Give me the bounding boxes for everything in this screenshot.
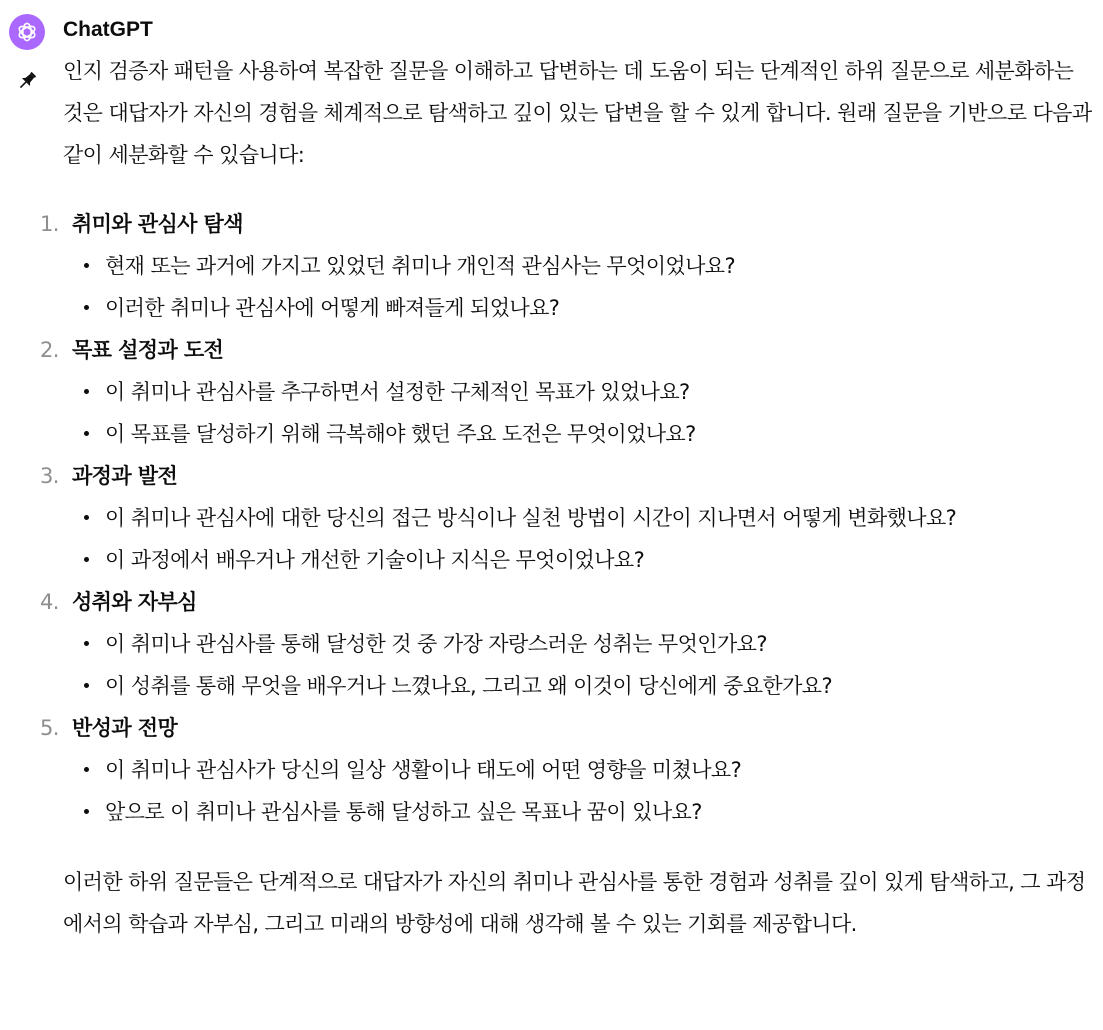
list-item <box>40 455 1095 581</box>
question-list <box>63 245 1095 329</box>
section-heading <box>40 455 1095 497</box>
section-number: 1. <box>40 212 59 236</box>
bullet-icon <box>84 389 89 394</box>
list-item <box>63 791 1095 833</box>
section-title: 취미와 관심사 탐색 <box>72 212 243 236</box>
question-text: 이 취미나 관심사를 추구하면서 설정한 구체적인 목표가 있었나요? <box>105 380 690 404</box>
question-text: 이 성취를 통해 무엇을 배우거나 느꼈나요, 그리고 왜 이것이 당신에게 중요한가요? <box>105 674 833 698</box>
section-title: 성취와 자부심 <box>72 590 197 614</box>
section-number: 2. <box>40 338 59 362</box>
list-item <box>63 665 1095 707</box>
section-heading <box>40 581 1095 623</box>
message-intro: 인지 검증자 패턴을 사용하여 복잡한 질문을 이해하고 답변하는 데 도움이 되는 단계적인 하위 질문으로 세분화하는 것은 대답자가 자신의 경험을 체계적으로 탐색하고 깊이 있는 답변을 할 수 있게 합니다. 원래 질문을 기반으로 다음과 같이 세분화할 수 있습니다: <box>63 59 1092 167</box>
list-item <box>40 581 1095 707</box>
list-item <box>63 497 1095 539</box>
list-item <box>63 539 1095 581</box>
assistant-message <box>40 50 1095 945</box>
section-heading <box>40 329 1095 371</box>
question-list <box>63 623 1095 707</box>
chatgpt-avatar <box>9 14 45 50</box>
section-heading <box>40 203 1095 245</box>
question-text: 이러한 취미나 관심사에 어떻게 빠져들게 되었나요? <box>105 296 560 320</box>
bullet-icon <box>84 767 89 772</box>
bullet-icon <box>84 641 89 646</box>
list-item <box>63 413 1095 455</box>
section-number: 3. <box>40 464 59 488</box>
section-list <box>40 203 1095 833</box>
openai-logo-icon <box>15 20 39 44</box>
list-item <box>63 749 1095 791</box>
section-number: 5. <box>40 716 59 740</box>
question-text: 이 과정에서 배우거나 개선한 기술이나 지식은 무엇이었나요? <box>105 548 645 572</box>
question-list <box>63 497 1095 581</box>
question-text: 이 목표를 달성하기 위해 극복해야 했던 주요 도전은 무엇이었나요? <box>105 422 696 446</box>
list-item <box>63 245 1095 287</box>
pin-icon[interactable] <box>14 68 40 94</box>
section-title: 목표 설정과 도전 <box>72 338 224 362</box>
bullet-icon <box>84 431 89 436</box>
question-text: 이 취미나 관심사가 당신의 일상 생활이나 태도에 어떤 영향을 미쳤나요? <box>105 758 742 782</box>
list-item <box>40 203 1095 329</box>
bullet-icon <box>84 515 89 520</box>
list-item <box>40 707 1095 833</box>
section-title: 반성과 전망 <box>72 716 178 740</box>
question-list <box>63 749 1095 833</box>
question-list <box>63 371 1095 455</box>
question-text: 현재 또는 과거에 가지고 있었던 취미나 개인적 관심사는 무엇이었나요? <box>105 254 736 278</box>
bullet-icon <box>84 683 89 688</box>
bullet-icon <box>84 263 89 268</box>
section-number: 4. <box>40 590 59 614</box>
question-text: 앞으로 이 취미나 관심사를 통해 달성하고 싶은 목표나 꿈이 있나요? <box>105 800 702 824</box>
message-outro: 이러한 하위 질문들은 단계적으로 대답자가 자신의 취미나 관심사를 통한 경험과 성취를 깊이 있게 탐색하고, 그 과정에서의 학습과 자부심, 그리고 미래의 방향성에 대해 생각해 볼 수 있는 기회를 제공합니다. <box>63 870 1086 936</box>
section-title: 과정과 발전 <box>72 464 178 488</box>
bullet-icon <box>84 557 89 562</box>
question-text: 이 취미나 관심사에 대한 당신의 접근 방식이나 실천 방법이 시간이 지나면서 어떻게 변화했나요? <box>105 506 957 530</box>
message-author: ChatGPT <box>63 18 153 41</box>
list-item <box>63 371 1095 413</box>
list-item <box>63 623 1095 665</box>
bullet-icon <box>84 305 89 310</box>
section-heading <box>40 707 1095 749</box>
list-item <box>63 287 1095 329</box>
list-item <box>40 329 1095 455</box>
bullet-icon <box>84 809 89 814</box>
question-text: 이 취미나 관심사를 통해 달성한 것 중 가장 자랑스러운 성취는 무엇인가요? <box>105 632 767 656</box>
